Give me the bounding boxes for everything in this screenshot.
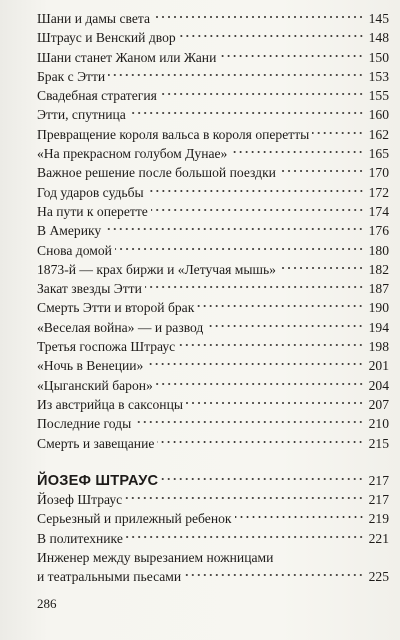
toc-entry-page: 145 <box>368 11 389 26</box>
toc-entry-title: Свадебная стратегия <box>37 88 157 104</box>
toc-entry-title-line2: и театральными пьесами <box>37 569 182 585</box>
toc-entry <box>37 434 389 453</box>
toc-entry-title: В Америку <box>37 223 102 239</box>
dot-leader <box>161 476 364 482</box>
dot-leader <box>157 439 364 445</box>
dot-leader <box>230 149 364 155</box>
toc-entry-title: Брак с Этти <box>37 68 106 84</box>
toc-entry <box>37 183 389 202</box>
toc-entry <box>37 279 389 298</box>
toc-entry-page: 155 <box>368 88 389 104</box>
toc-entry-page: 180 <box>368 242 389 258</box>
toc-entry-page: 194 <box>368 319 389 335</box>
toc-entry <box>37 490 389 509</box>
toc-entry-page: 221 <box>368 530 389 546</box>
toc-entry-title: Шани станет Жаном или Жани <box>37 49 217 65</box>
dot-leader <box>179 33 364 39</box>
toc-entry <box>37 9 389 28</box>
toc-entry <box>37 125 389 144</box>
toc-entry-title: Год ударов судьбы <box>37 184 144 200</box>
toc-entry-page: 207 <box>368 396 389 412</box>
dot-leader <box>134 419 364 425</box>
dot-leader <box>108 72 364 78</box>
dot-leader <box>186 400 364 406</box>
toc-entry-title: В политехнике <box>37 530 123 546</box>
dot-leader <box>147 188 364 194</box>
toc-entry-page: 162 <box>368 126 389 142</box>
section-gap <box>37 453 389 471</box>
toc-entry <box>37 567 389 586</box>
toc-entry-title: На пути к оперетте <box>37 203 148 219</box>
toc-entry-page: 153 <box>368 68 389 84</box>
toc-entry-page: 217 <box>368 492 389 508</box>
dot-leader <box>126 534 364 540</box>
toc-entry-page: 198 <box>368 339 389 355</box>
toc-entry-title: Этти, спутница <box>37 107 126 123</box>
toc-entry-page: 148 <box>368 30 389 46</box>
toc-entry-title: «На прекрасном голубом Дунае» <box>37 146 228 162</box>
toc-entry-page: 215 <box>368 435 389 451</box>
toc-entry <box>37 298 389 317</box>
toc-entry-page: 174 <box>368 203 389 219</box>
toc-entry-page: 210 <box>368 416 389 432</box>
toc-entry-line <box>37 548 389 567</box>
toc-entry-title: «Веселая война» — и развод <box>37 319 204 335</box>
toc-entry-page: 219 <box>368 511 389 527</box>
dot-leader <box>156 381 364 387</box>
dot-leader <box>115 246 364 252</box>
dot-leader <box>146 361 364 367</box>
dot-leader <box>129 110 364 116</box>
toc-entry <box>37 202 389 221</box>
toc-entry <box>37 529 389 548</box>
toc-entry-title: Смерть и завещание <box>37 435 155 451</box>
toc-entry <box>37 509 389 528</box>
toc-entry-page: 182 <box>368 261 389 277</box>
toc-entry-title: Йозеф Штраус <box>37 492 123 508</box>
toc-entry-page: 187 <box>368 281 389 297</box>
toc-entry-title: 1873-й — крах биржи и «Летучая мышь» <box>37 261 276 277</box>
toc-entry <box>37 414 389 433</box>
toc-entry-title: Шани и дамы света <box>37 11 150 26</box>
toc-entry <box>37 105 389 124</box>
dot-leader <box>184 572 364 578</box>
dot-leader <box>153 14 364 20</box>
toc-entry <box>37 318 389 337</box>
toc-entry <box>37 48 389 67</box>
toc-entry <box>37 28 389 47</box>
dot-leader <box>145 284 364 290</box>
dot-leader <box>125 495 364 501</box>
table-of-contents <box>37 9 389 587</box>
dot-leader <box>279 168 364 174</box>
toc-entry <box>37 395 389 414</box>
toc-entry-title: Превращение короля вальса в короля оперетты <box>37 126 310 142</box>
dot-leader <box>206 323 364 329</box>
toc-entry <box>37 337 389 356</box>
toc-entry-title: Снова домой <box>37 242 112 258</box>
dot-leader <box>197 303 364 309</box>
page-number: 286 <box>37 596 57 611</box>
dot-leader <box>178 342 364 348</box>
toc-entry <box>37 376 389 395</box>
toc-entry-title: «Ночь в Венеции» <box>37 358 144 374</box>
toc-entry-title: Серьезный и прилежный ребенок <box>37 511 232 527</box>
toc-entry-title: Смерть Этти и второй брак <box>37 300 195 316</box>
section-heading-page: 217 <box>368 472 389 488</box>
toc-entry-title: Третья госпожа Штраус <box>37 339 176 355</box>
toc-entry <box>37 356 389 375</box>
toc-entry-page: 204 <box>368 377 389 393</box>
dot-leader <box>312 130 364 136</box>
toc-entry-title: Последние годы <box>37 416 132 432</box>
toc-entry <box>37 163 389 182</box>
toc-entry <box>37 86 389 105</box>
toc-entry <box>37 241 389 260</box>
toc-entry-title-line1: Инженер между вырезанием ножницами <box>37 550 274 566</box>
toc-entry-title: Штраус и Венский двор <box>37 30 176 46</box>
dot-leader <box>151 207 364 213</box>
dot-leader <box>279 265 364 271</box>
toc-entry-title: Важное решение после большой поездки <box>37 165 276 181</box>
dot-leader <box>219 53 364 59</box>
toc-entry-title: Из австрийца в саксонцы <box>37 396 183 412</box>
toc-entry-page: 190 <box>368 300 389 316</box>
toc-entry-page: 176 <box>368 223 389 239</box>
toc-entry <box>37 144 389 163</box>
toc-entry-title: Закат звезды Этти <box>37 281 142 297</box>
dot-leader <box>160 91 364 97</box>
toc-entry <box>37 260 389 279</box>
toc-entry-page: 201 <box>368 358 389 374</box>
dot-leader <box>104 226 364 232</box>
toc-entry-title: «Цыганский барон» <box>37 377 153 393</box>
toc-entry-page: 172 <box>368 184 389 200</box>
toc-entry-page: 225 <box>368 569 389 585</box>
dot-leader <box>235 514 364 520</box>
section-heading-title: ЙОЗЕФ ШТРАУС <box>37 472 159 489</box>
toc-section-heading <box>37 471 389 490</box>
toc-entry <box>37 67 389 86</box>
toc-entry-page: 160 <box>368 107 389 123</box>
toc-entry-page: 165 <box>368 146 389 162</box>
toc-entry-page: 150 <box>368 49 389 65</box>
toc-entry-page: 170 <box>368 165 389 181</box>
toc-entry <box>37 221 389 240</box>
